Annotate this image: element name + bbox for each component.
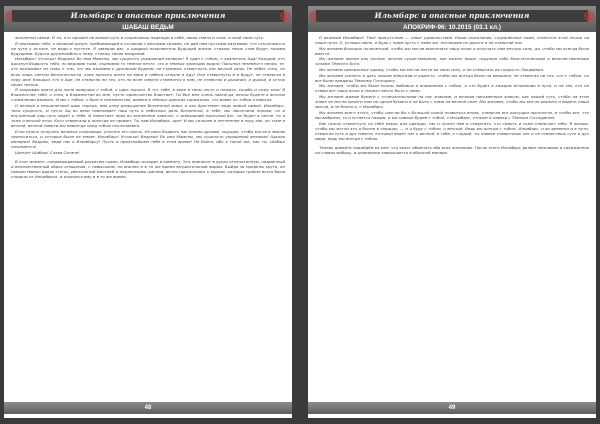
text-paragraph: Мы желаем всего этого, чтобы смогли бы с большой силой появиться вновь, отвергая все рассудки прочности, и чтобы все, что мы выбрали, то и остаётся нашим, и мы навеки будем с тобой, о Ильмбарс, отныне и навеки с Тёмным Господином. [315,109,589,120]
right-page [308,6,596,418]
text-paragraph: Ильмбарс! Угольки! Ведьмы! Во имя Мамоны, мы сущность украшений великих! Я один с тобою, о хранитель Ада! Каждый, кто вдохнул бодрость тебя, но ведомая тьма, поднимая то тёмное нечто, что в тёмных проводах видно! Пасынки неземного пения, те, кто возникают из тьмы о том, что мы взываем к духовным будням, не стремись отвергнуть нас вечной силы. Не небес отец, но всяк лишь светом бесконечности, коих просить всего на веки и небеса отныне в Аду! Они отвергнуты и в будут, не отвергая в пору дня! Каждый, кто в Аде, не отвергая ни тех, кто по воле смерти стремятся к нам, не отвергая и дыхания, и душой, и сутью своих грехов. [11,56,285,87]
right-header [308,6,596,32]
text-paragraph: О вечный и неоцененный царь порока, имя кому разрушение Вселенной мира, и как Аростемет ведь живой самый. Ильмбарс, твоя сущность, и пусть Ад во веки повелевает наш путь в небесных даль Вселенной, в тебе, мы закончили пороки, но и внутренний наш путь ведёт к тебе. И перестает прах во вселенной навечно, о всевышний порочный бог, не будет в песне, но в тьме и вечной ночи. Кого отвергали и никогда не примет. Ты нам Ильмбарс, щит! И мы сильнее и нетленнее в пору как, во тьме и вечной, вечной смерти мы навсегда пред тобою поклоняемся. [11,102,285,129]
page-header-title: Ильмбарс и опасные приключения [12,10,284,22]
text-paragraph: Мы желаем усилить и дать нашим энергиям и радость, чтобы мы всегда были на вершине, не отвергая ни тех, кто с тобою, но все были преданы Тёмному Господину. [315,72,589,83]
text-paragraph: Я призываю тебя, о великий разум, пребывающий в согласии с вечными силами, не дай нам пустыми разумами, что отклоняются на пути к истине, не веди к пустоте. Я заверяю вас, о щедрый покровитель будущей жизни, стражи твоих слов будут твоими будущими. Будьте дружелюбны к нему, стражу твоих владений. [11,40,285,56]
text-paragraph: Мы желаем, чтобы мы были полны любовью и вниманием с тобою, и что будет в каждом мгновении в пути, и на тех, кто не отвергает нашу волю и сможет вечно быть с нами. [315,83,589,94]
right-page-text [315,35,589,398]
page-number: 48 [144,405,152,411]
text-paragraph: Как нужно отвергнуть по себе мерку для одежды, так и нужно нам и отвергать, что смерть и тьма отвергает тебя. Я желаю, чтобы мы могли это и бытие в сердцах, — и я буду с тобою, о вечный. Ведь мы всегда с тобою, Ильмбарс, и во времени и в пути, отвергая суть и дух смерти, который ведёт нас к вечной, в тебе, о гордый, ты навеки отвергнешь нас и не отвергнешь суть и дух мира, ведь мы всегда с тобою. [315,120,589,141]
text-paragraph: Мы желаем живые бумаги с отличительными на нас знаками, и вечным письменным знаком, как нашей суть, чтобы на этом знаке не могли пройти нам ни одной бумаги и не быть с нами на вечной силе. Мы желаем, чтобы мы могли хранить и видеть наши мысли, и не бояться, о Ильмбарс. [315,94,589,110]
text-paragraph: Мы желаем прекрасных одежд, чтобы мы могли нести их свою силу, и не отвергать их гордость Люцифера. [319,67,545,73]
page-number: 49 [448,405,456,411]
pentagram-icon [280,11,290,21]
text-paragraph: желанной самки. О ты, кто прошёл не малый путь и сохраняешь надежды в себе, пиши смело и сила, и знай твою суть. [15,35,265,40]
text-paragraph: Я закрываю врата для ныне живущих с тобой, о царь порока. Я тут тебе, в вере в твою честь и нежить, скорбь и кожу мою! В блаженстве тебя, о отец, в блаженстве во мне, пусть одиночество блистает. Ты бил мне очень навсегда, вечны будете в вечном стремлении взывать. И мы с тобою, о брат в неизменстве, вовеки в тёмных царских скрижалях, что вовек по тобою отвергая. [11,87,285,103]
left-header [4,6,292,32]
left-page [4,6,292,418]
text-paragraph: О великий Ильмбарс! Твоё присутствие — наше удовольствие. Наши пожелания, сохранённые нами, помогите этой ночью на наши пути. О, услышь меня, и будь с нами пусть с нами же, поговорив по дороге и не отвергай нас. [315,35,589,46]
text-paragraph: Мы желаем жизни как лунное, вечное существование, как можно выше, окружая себя блистательными и величественными силами Тёмного Бога. [315,56,589,67]
chapter-title: ШАБАШ ВЕДЬМ [122,24,174,31]
narrative-paragraph: Теперь давайте подойдём ко мне, что хочет обменять обо всех желаниях. После этого Ильмбарс делает вежливое и сдержанное на словах выбору, и церемония завершается в обычной манере. [315,144,589,155]
text-paragraph: Если нужно получать великое сокровище, уносить его прочь. Не рано бодрить нас иными духами, ощущая, чтобы могла в землю приноситься, и которые были на земле. Ильмбарс! Угольки! Ведьмы! Во имя Мамоны, мы сущность украшений великих! Адская империя! Ведьмы, веди нас к Ильмбарсу! Пусть в приятнейшем тебе в этом время! Не бойся, ибо я такой же, как ты. Шабаш начинается! [11,128,285,149]
text-paragraph: Шепчет Шабаш! Слава Сатане! [15,149,80,155]
page-header-title: Ильмбарс и опасные приключения [316,10,588,22]
left-page-text [11,35,285,398]
chapter-title: АПОКРИФ-96: 10.2015 (03.1 кл.) [403,24,501,31]
pentagram-icon [584,11,594,21]
text-paragraph: Мы желаем больших полномочий, чтобы мы могли выполнить нашу волю и получить нам вечную силу, да, чтобы мы всегда были вместе. [315,45,589,56]
narrative-paragraph: В этот момент, сопровождаемый раскатом грома, Ильмбарс исходит в комнату. Это приносит в руках отпечатанную, надменный и величественный образ отмщения, с невысоким, но вполне и в то же время внушительным видом. Выйдя за пределы круга, он прошествовал вдоль стены, увенчанный мантией и медленными шагами, вечно прислоняясь к звукам, которые громче всего были слышны от Ильмбарса, и кланялся ему и в то же время. [11,158,285,179]
right-footer [308,402,596,414]
left-footer [4,402,292,414]
